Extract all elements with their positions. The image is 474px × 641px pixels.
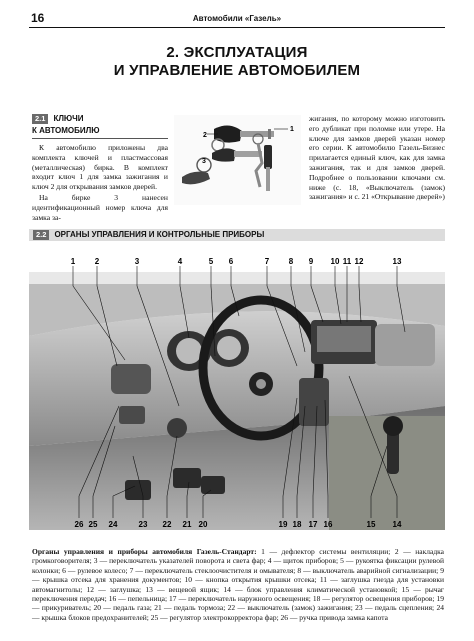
- dashboard-callout: 1: [70, 257, 76, 266]
- dashboard-callout: 13: [392, 257, 402, 266]
- page-number: 16: [31, 11, 45, 25]
- keys-photo: [174, 115, 301, 205]
- section-title-line2: К АВТОМОБИЛЮ: [32, 126, 100, 135]
- dashboard-callout: 11: [342, 257, 352, 266]
- dashboard-callout: 21: [182, 520, 192, 529]
- dashboard-callout: 20: [198, 520, 208, 529]
- section-divider: [32, 138, 168, 139]
- dashboard-callout: 5: [208, 257, 214, 266]
- chapter-title-line2: И УПРАВЛЕНИЕ АВТОМОБИЛЕМ: [113, 62, 361, 79]
- dashboard-callout: 10: [330, 257, 340, 266]
- dashboard-callout: 8: [288, 257, 294, 266]
- caption-title: Органы управления и приборы автомобиля Газель-Стандарт:: [32, 547, 257, 556]
- section-title-line1: КЛЮЧИ: [53, 114, 84, 123]
- dashboard-callout: 24: [108, 520, 118, 529]
- page-header: [29, 12, 445, 28]
- section-title: ОРГАНЫ УПРАВЛЕНИЯ И КОНТРОЛЬНЫЕ ПРИБОРЫ: [54, 230, 265, 239]
- dashboard-callout: 18: [292, 520, 302, 529]
- keys-text-left: [32, 143, 168, 223]
- dashboard-callout: 2: [94, 257, 100, 266]
- dashboard-callout: 23: [138, 520, 148, 529]
- photo-callout: 3: [202, 158, 206, 165]
- section-number-badge: 2.2: [33, 230, 49, 240]
- dashboard-callout: 19: [278, 520, 288, 529]
- dashboard-callout: 25: [88, 520, 98, 529]
- photo-callout: 2: [203, 132, 207, 139]
- dashboard-callout: 7: [264, 257, 270, 266]
- dashboard-photo: [29, 256, 445, 530]
- dashboard-callout: 26: [74, 520, 84, 529]
- dashboard-callout: 17: [308, 520, 318, 529]
- keys-text-right: [309, 114, 445, 202]
- keys-paragraph: жигания, по которому можно изготовить его дубликат при поломке или утере. На ключе для замков дверей указан номер его серии. К автомобилю Газель-Бизнес прилагается единый ключ, как для замка зажигания, так и для замков дверей. Подробнее о пользовании ключами см. ниже (с. 18, «Выключатель (замок) зажигания» и с. 21 «Открывание дверей»): [309, 114, 445, 202]
- section-controls-heading: [33, 230, 264, 240]
- section-keys-heading: [32, 114, 162, 124]
- dashboard-callout: 14: [392, 520, 402, 529]
- keys-paragraph: К автомобилю приложены два комплекта ключей и пластмассовая (металлическая) бирка. В комплект входит ключ 1 для замка зажигания и ключ 2 для открывания замков дверей.: [32, 143, 168, 192]
- keys-paragraph: На бирке 3 нанесен идентификационный номер ключа для замка за-: [32, 192, 168, 222]
- dashboard-callout: 6: [228, 257, 234, 266]
- caption-text: 1 — дефлектор системы вентиляции; 2 — накладка громкоговорителя; 3 — переключатель указателей поворота и света фар; 4 — щиток приборов; 5 — рукоятка фиксации рулевой колонки; 6 — рулевое колесо; 7 — переключатель стеклоочистителя и омывателя; 8 — выключатель аварийной сигнализации; 9 — крышка отсека для хранения документов; 10 — кнопка открытия крышки отсека; 11 — заглушка гнезда для установки автомагнитолы; 12 — заглушка; 13 — вещевой ящик; 14 — блок управления климатической установкой; 15 — рычаг переключения передач; 16 — пепельница; 17 — переключатель наружного освещения; 18 — регулятор освещения приборов; 19 — прикуриватель; 20 — педаль газа; 21 — педаль тормоза; 22 — выключатель (замок) зажигания; 23 — педаль сцепления; 24 — крышка блоков предохранителей; 25 — регулятор электрокорректора фар; 26 — ручка привода замка капота: [32, 547, 445, 622]
- dashboard-callout: 16: [323, 520, 333, 529]
- chapter-title-line1: 2. ЭКСПЛУАТАЦИЯ: [166, 44, 308, 61]
- dashboard-caption: [32, 547, 444, 622]
- dashboard-callout: 9: [308, 257, 314, 266]
- running-title: Автомобили «Газель»: [192, 14, 282, 23]
- dashboard-callout: 3: [134, 257, 140, 266]
- photo-callout: 1: [290, 126, 294, 133]
- dashboard-callout: 15: [366, 520, 376, 529]
- chapter-title: [29, 44, 445, 80]
- dashboard-callout: 4: [177, 257, 183, 266]
- section-number-badge: 2.1: [32, 114, 48, 124]
- dashboard-callout: 12: [354, 257, 364, 266]
- dashboard-callout: 22: [162, 520, 172, 529]
